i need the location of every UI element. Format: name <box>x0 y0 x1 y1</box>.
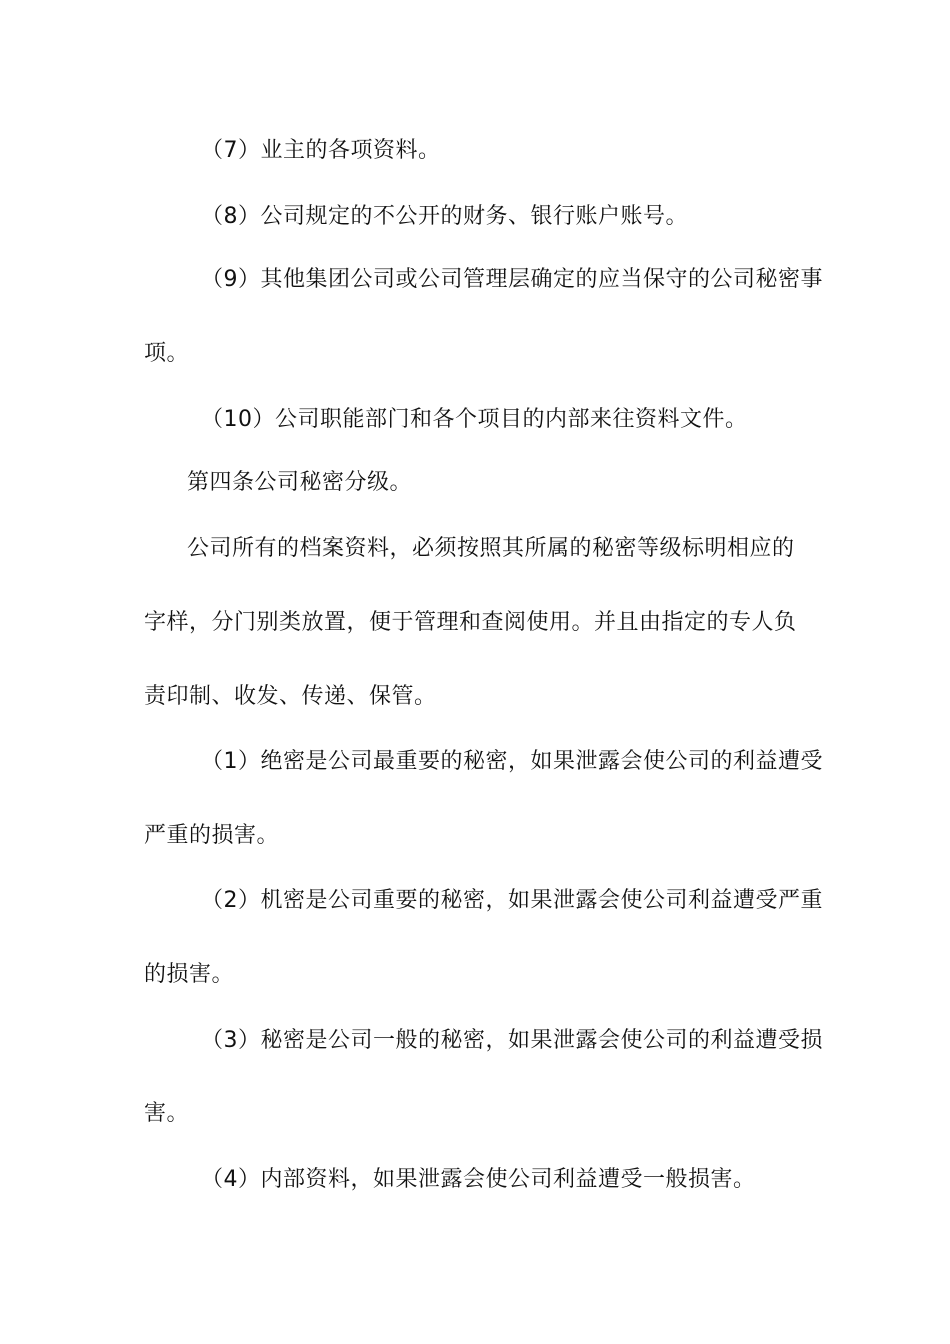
item-9-text-continued: 项。 <box>144 341 190 366</box>
item-10-text: （10）公司职能部门和各个项目的内部来往资料文件。 <box>201 407 748 432</box>
level-2-text: （2）机密是公司重要的秘密，如果泄露会使公司利益遭受严重 <box>201 888 823 913</box>
level-3-text: （3）秘密是公司一般的秘密，如果泄露会使公司的利益遭受损 <box>201 1028 823 1053</box>
item-7-text: （7）业主的各项资料。 <box>201 138 441 163</box>
paragraph-line: 公司所有的档案资料，必须按照其所属的秘密等级标明相应的 <box>187 536 795 561</box>
item-9-text: （9）其他集团公司或公司管理层确定的应当保守的公司秘密事 <box>201 267 823 292</box>
level-4-text: （4）内部资料，如果泄露会使公司利益遭受一般损害。 <box>201 1167 756 1192</box>
level-3-text-continued: 害。 <box>144 1101 190 1126</box>
level-1-text: （1）绝密是公司最重要的秘密，如果泄露会使公司的利益遭受 <box>201 749 823 774</box>
paragraph-line: 字样，分门别类放置，便于管理和查阅使用。并且由指定的专人负 <box>144 610 797 635</box>
item-8-text: （8）公司规定的不公开的财务、银行账户账号。 <box>201 204 688 229</box>
level-2-text-continued: 的损害。 <box>144 962 235 987</box>
paragraph-line: 责印制、收发、传递、保管。 <box>144 684 437 709</box>
level-1-text-continued: 严重的损害。 <box>144 823 280 848</box>
article-4-heading: 第四条公司秘密分级。 <box>187 470 413 495</box>
